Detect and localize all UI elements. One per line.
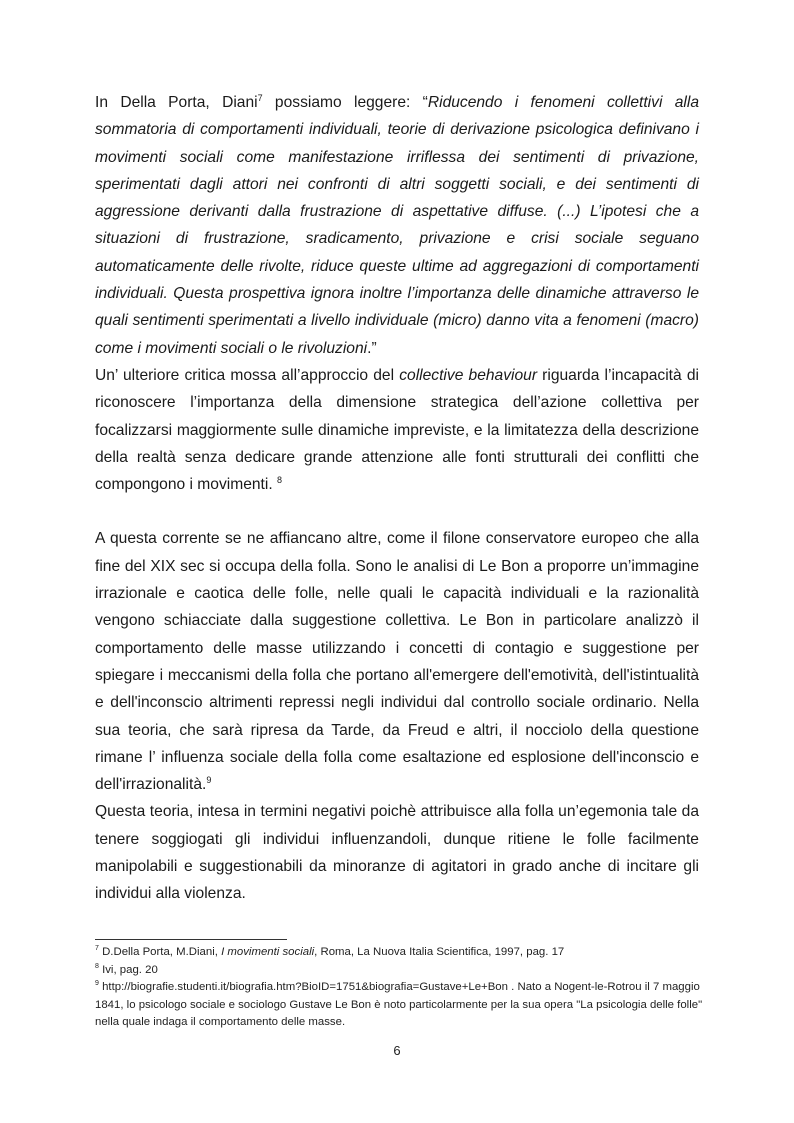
paragraph-della-porta-quote <box>95 89 699 362</box>
text-run: , Roma, La Nuova Italia Scientifica, 1997, pag. 17 <box>314 946 565 958</box>
text-run: Ivi, pag. 20 <box>98 963 158 976</box>
body-text <box>95 89 699 908</box>
footnote-ref: 7 <box>95 945 99 952</box>
italic-text: Riducendo i fenomeni collettivi alla sommatoria di comportamenti individuali, teorie di derivazione psicologica definivano i movimenti sociali come manifestazione irriflessa dei sentimenti di privazione, sperimentati dagli attori nei confronti di altri soggetti sociali, e dei sentimenti di aggressione derivanti dalla frustrazione di aspettative diffuse. (...) L’ipotesi che a situazioni di frustrazione, sradicamento, privazione e crisi sociale seguano automaticamente delle rivolte, riduce queste ultime ad aggregazioni di comportamenti individuali. Questa prospettiva ignora inoltre l’importanza delle dinamiche attraverso le quali sentimenti sperimentati a livello individuale (micro) danno vita a fenomeni (macro) come i movimenti sociali o le rivoluzioni <box>95 94 699 357</box>
italic-text: collective behaviour <box>399 366 538 384</box>
page-number: 6 <box>393 1043 401 1058</box>
text-run: http://biografie.studenti.it/biografia.htm?BioID=1751&biografia=Gustave+Le+Bon . Nato a Nogent-le-Rotrou il 7 maggio 1841, lo psicologo sociale e sociologo Gustave Le Bon è noto particolarmente per la sua opera "La psicologia delle folle" nella quale indaga il comportamento delle masse. <box>95 981 703 1028</box>
footnote-ref: 7 <box>257 93 263 103</box>
text-run: Questa teoria, intesa in termini negativi poichè attribuisce alla folla un’egemonia tale da tenere soggiogati gli individui influenzandoli, dunque ritiene le folle facilmente manipolabili e suggestionabili da minoranze di agitatori in grado anche di incitare gli individui alla violenza. <box>95 803 699 903</box>
text-run: D.Della Porta, M.Diani, <box>98 946 222 958</box>
text-run: In Della Porta, Diani <box>95 94 258 111</box>
text-run: A questa corrente se ne affiancano altre, come il filone conservatore europeo che alla fine del XIX sec si occupa della folla. Sono le analisi di Le Bon a proporre un’immagine irrazionale e caotica delle folle, nelle quali le capacità individuali e la razionalità vengono schiacciate dalla suggestione collettiva. Le Bon in particolare analizzò il comportamento delle masse utilizzando i concetti di contagio e suggestione per spiegare i meccanismi della folla che portano all'emergere dell'emotività, dell'istintualità e dell'inconscio altrimenti repressi negli individui dal controllo sociale ordinario. Nella sua teoria, che sarà ripresa da Tarde, da Freud e altri, il nocciolo della questione rimane l’ influenza sociale della folla come esaltazione ed esplosione dell'inconscio e dell'irrazionalità. <box>95 530 699 794</box>
text-run: .” <box>367 339 377 357</box>
text-run: Un’ ulteriore critica mossa all’approccio del <box>95 366 400 384</box>
paragraph-critique <box>95 362 699 498</box>
footnotes <box>95 944 705 1032</box>
footnote-ref: 8 <box>95 962 99 970</box>
footnote-8 <box>95 962 705 980</box>
text-run: riguarda l’incapacità di riconoscere l’importanza della dimensione strategica dell’azione collettiva per focalizzarsi maggiormente sulle dinamiche impreviste, e la limitatezza della descrizione della realtà senza dedicare grande attenzione alle fonti strutturali dei conflitti che compongono i movimenti. <box>95 366 699 494</box>
text-run: possiamo leggere: “ <box>262 94 428 111</box>
paragraph-theory <box>95 798 699 907</box>
footnote-ref: 8 <box>277 475 283 486</box>
paragraph-le-bon <box>95 525 699 798</box>
footnote-ref: 9 <box>95 980 99 987</box>
footnote-ref: 9 <box>206 775 212 786</box>
footnote-7 <box>95 944 705 962</box>
footnote-separator <box>95 939 287 940</box>
italic-text: I movimenti sociali <box>221 946 315 958</box>
footnote-9 <box>95 979 705 1032</box>
